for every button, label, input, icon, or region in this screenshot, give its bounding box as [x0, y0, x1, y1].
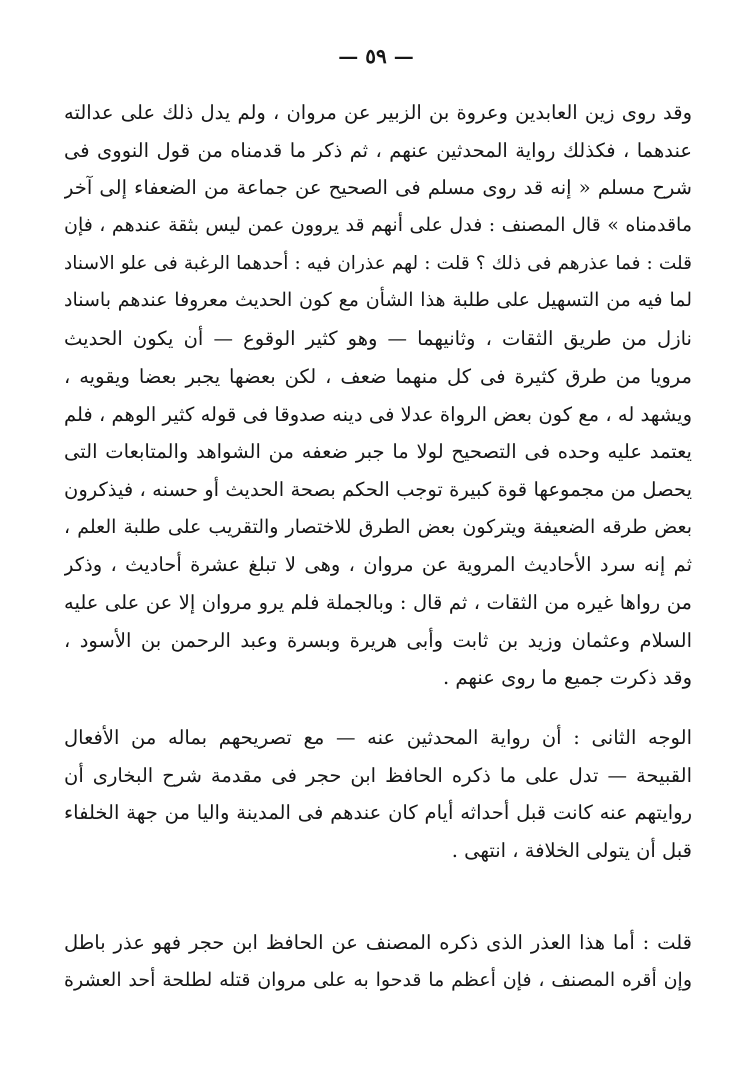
text-line: يعتمد عليه وحده فى التصحيح لولا ما جبر ضعفه من الشواهد والمتابعات التى [64, 440, 692, 464]
text-line: روايتهم عنه كانت قبل أحداثه أيام كان عندهم فى المدينة واليا من جهة الخلفاء [64, 801, 692, 825]
text-line: السلام وعثمان وزيد بن ثابت وأبى هريرة وبسرة وعبد الرحمن بن الأسود ، [64, 628, 692, 652]
text-line: عندهما ، فكذلك رواية المحدثين عنهم ، ثم ذكر ما قدمناه من قول النووى فى [64, 138, 692, 162]
text-line: بعض طرقه الضعيفة ويتركون بعض الطرق للاختصار والتقريب على طلبة العلم ، [64, 515, 692, 538]
paragraph-2 [64, 719, 692, 870]
text-line: القبيحة — تدل على ما ذكره الحافظ ابن حجر فى مقدمة شرح البخارى أن [64, 763, 692, 787]
text-line: شرح مسلم « إنه قد روى مسلم فى الصحيح عن جماعة من الضعفاء إلى آخر [64, 176, 692, 200]
text-line: ويشهد له ، مع كون بعض الرواة عدلا فى دينه صدوقا فى قوله كثير الوهم ، فلم [64, 402, 692, 426]
text-line: لما فيه من التسهيل على طلبة هذا الشأن مع كون الحديث معروفا عندهم باسناد [64, 289, 692, 312]
text-line: ماقدمناه » قال المصنف : فدل على أنهم قد يروون عمن ليس بثقة عندهم ، فإن [64, 214, 692, 237]
text-line: وقد روى زين العابدين وعروة بن الزبير عن مروان ، ولم يدل ذلك على عدالته [64, 101, 692, 124]
paragraph-3 [64, 924, 692, 999]
text-line: ثم إنه سرد الأحاديث المروية عن مروان ، وهى لا تبلغ عشرة أحاديث ، وذكر [64, 553, 692, 577]
text-line: قبل أن يتولى الخلافة ، انتهى . [451, 839, 692, 863]
page-number: — ٥٩ — [338, 44, 414, 68]
text-line: يحصل من مجموعها قوة كبيرة توجب الحكم بصحة الحديث أو حسنه ، فيذكرون [64, 477, 692, 501]
text-line: قلت : أما هذا العذر الذى ذكره المصنف عن الحافظ ابن حجر فهو عذر باطل [64, 931, 692, 954]
text-line: قلت : فما عذرهم فى ذلك ؟ قلت : لهم عذران فيه : أحدهما الرغبة فى علو الاسناد [64, 252, 692, 274]
text-line: من رواها غيره من الثقات ، ثم قال : وبالجملة فلم يرو مروان إلا عن على عليه [64, 590, 692, 614]
paragraph-1 [64, 94, 692, 697]
text-line: وإن أقره المصنف ، فإن أعظم ما قدحوا به على مروان قتله لطلحة أحد العشرة [64, 968, 692, 991]
text-line: الوجه الثانى : أن رواية المحدثين عنه — مع تصريحهم بماله من الأفعال [64, 726, 692, 749]
text-line: وقد ذكرت جميع ما روى عنهم . [442, 666, 692, 690]
text-line: مرويا من طرق كثيرة فى كل منهما ضعف ، لكن بعضها يجبر بعضا ويقويه ، [64, 364, 692, 388]
text-line: نازل من طريق الثقات ، وثانيهما — وهو كثير الوقوع — أن يكون الحديث [64, 327, 692, 351]
